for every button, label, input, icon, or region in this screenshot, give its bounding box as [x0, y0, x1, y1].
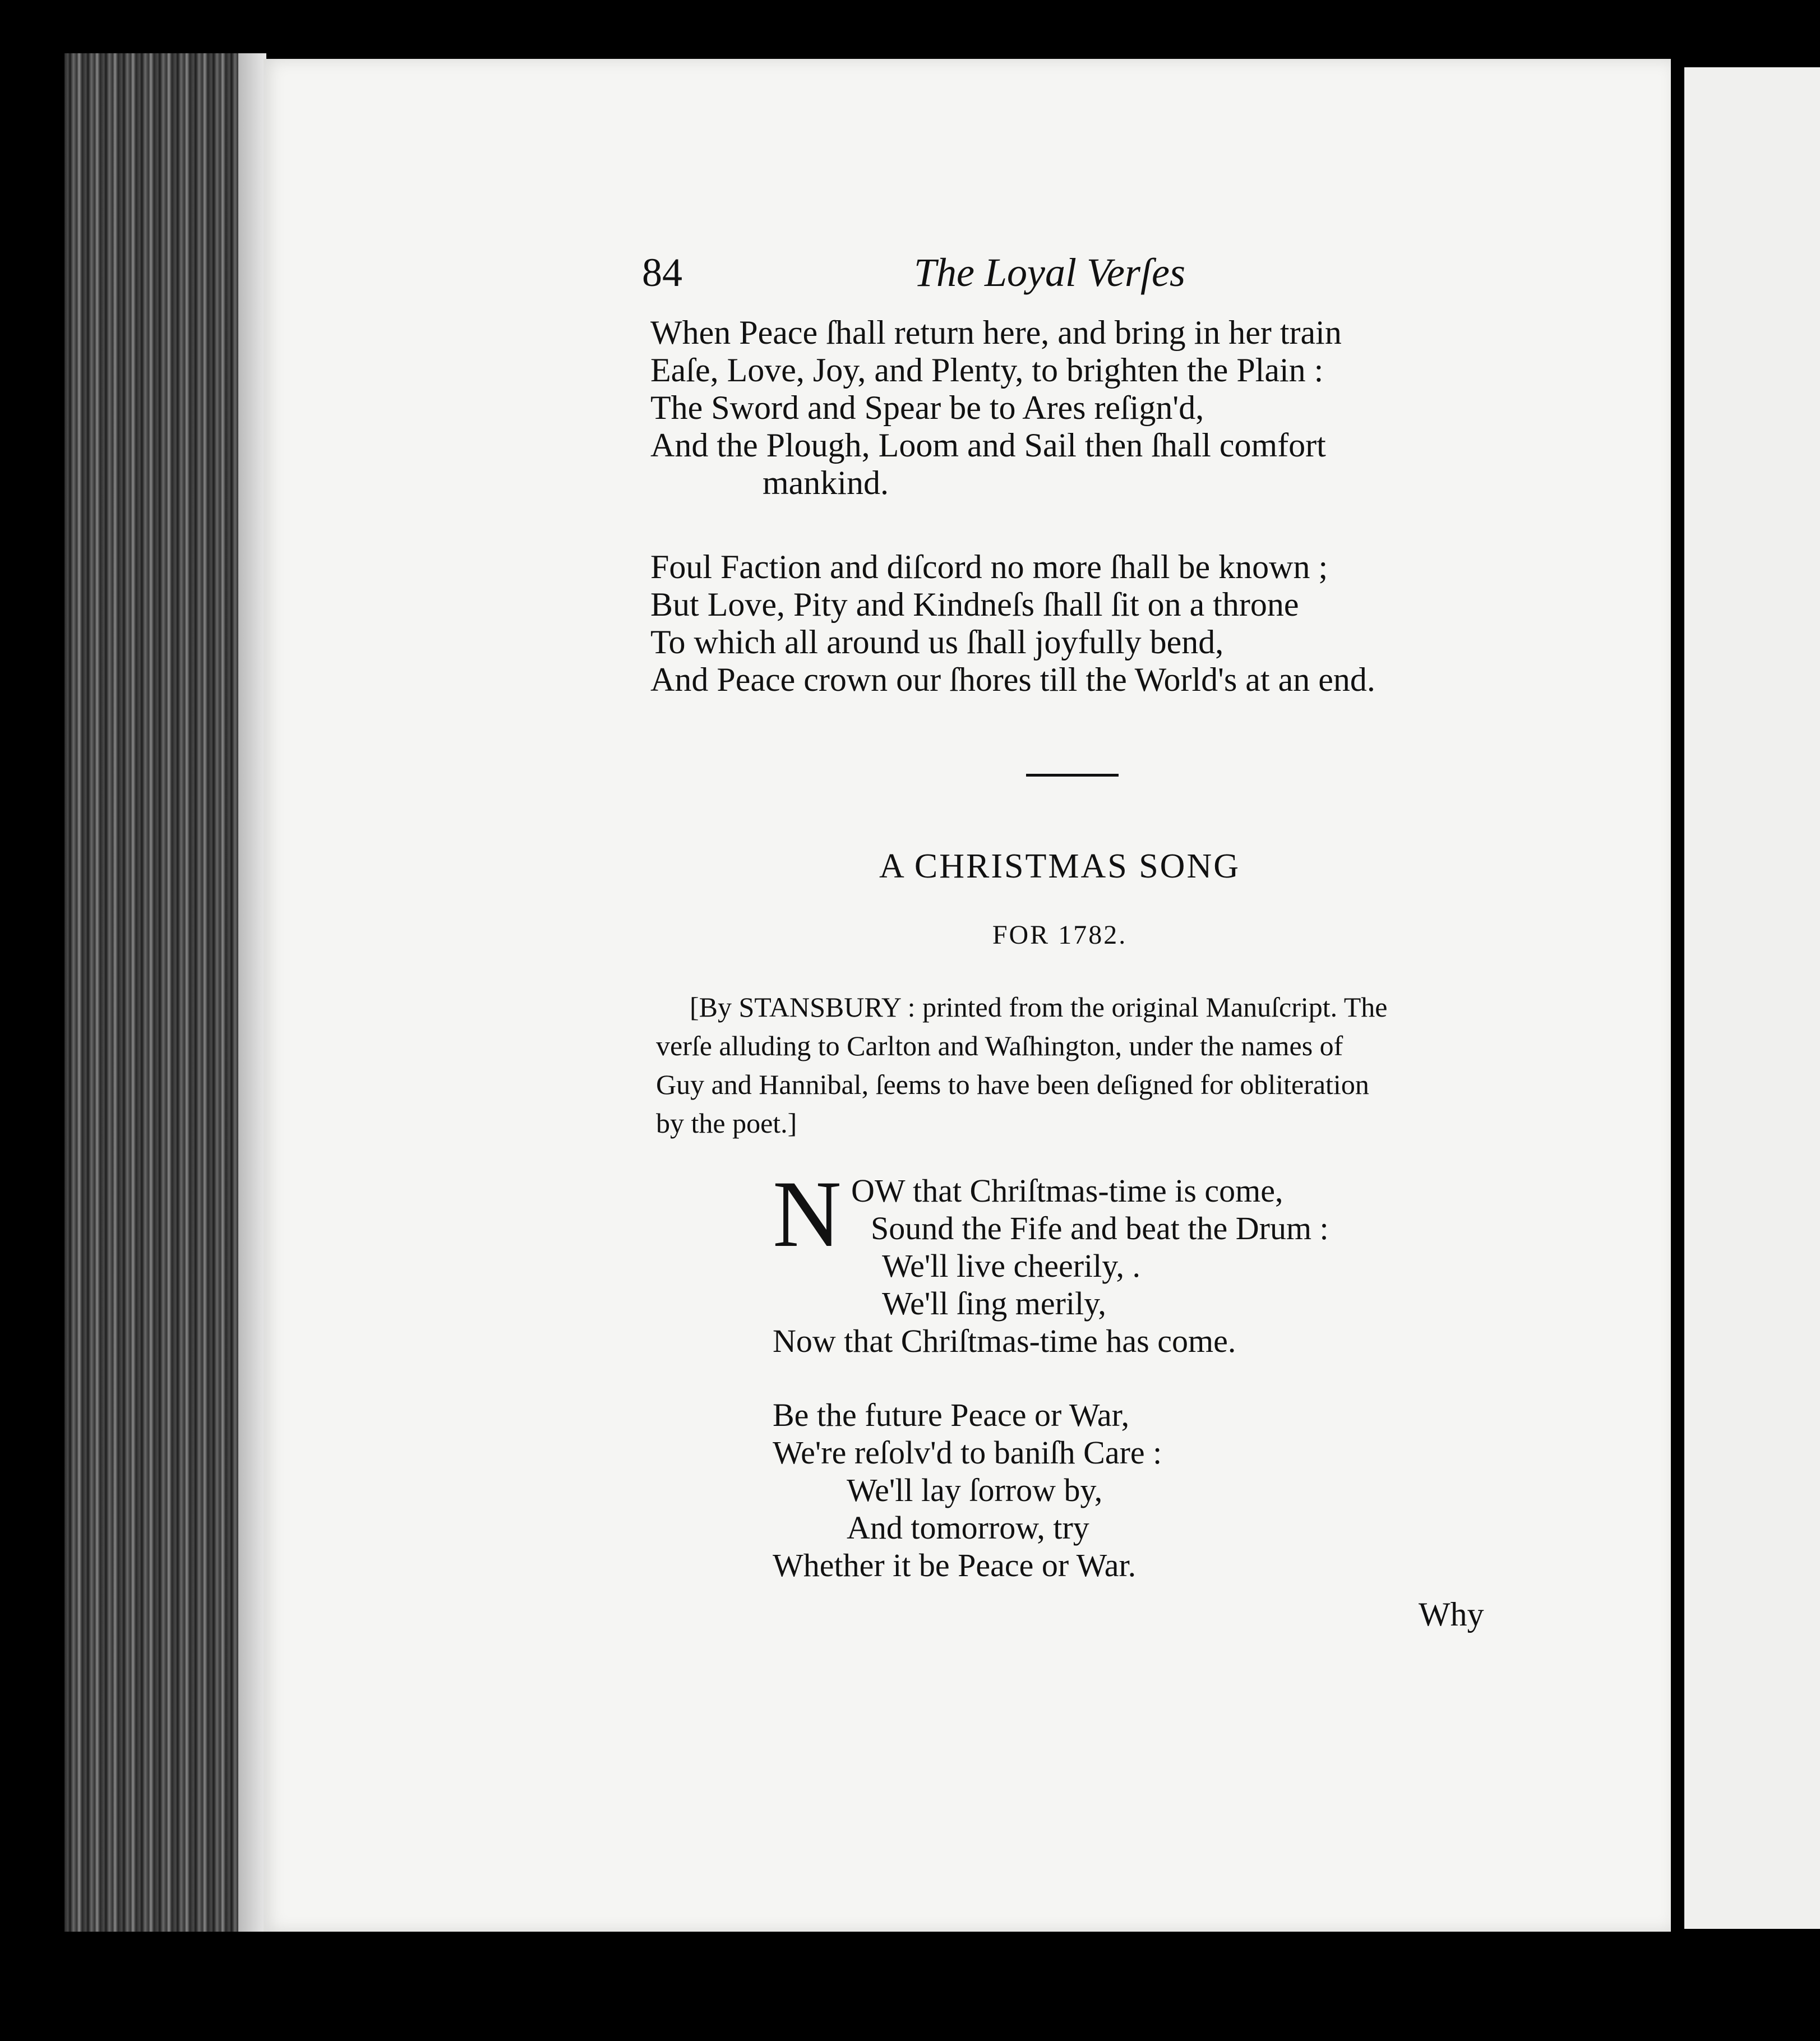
page-header	[642, 244, 1483, 306]
verse-line: Sound the Fife and beat the Drum :	[871, 1210, 1329, 1246]
stanza-2	[650, 548, 1375, 699]
verse-line: We'll lay ſorrow by,	[847, 1472, 1103, 1508]
verse-line: Whether it be Peace or War.	[773, 1547, 1137, 1583]
headnote-line: [By STANSBURY : printed from the original Manuſcript. The	[690, 991, 1388, 1023]
editorial-headnote	[656, 988, 1491, 1143]
headnote-line: by the poet.]	[656, 1107, 797, 1139]
verse-line: Be the future Peace or War,	[773, 1397, 1130, 1433]
section-divider	[1026, 774, 1119, 777]
verse-line: We're reſolv'd to baniſh Care :	[773, 1434, 1162, 1471]
facing-page-edge	[1676, 67, 1820, 1929]
stanza-1	[650, 314, 1342, 502]
stanza-line: When Peace ſhall return here, and bring in her train	[650, 314, 1342, 351]
verse-line: And tomorrow, try	[847, 1509, 1089, 1546]
verse-line: We'll ſing merily,	[882, 1285, 1106, 1322]
stanza-line: And the Plough, Loom and Sail then ſhall comfort	[650, 427, 1326, 464]
drop-cap: N	[773, 1161, 842, 1267]
song-verse-2	[773, 1396, 1162, 1584]
page-number: 84	[642, 250, 682, 295]
verse-line: Now that Chriſtmas-time has come.	[773, 1323, 1236, 1359]
running-title: The Loyal Verſes	[914, 250, 1185, 295]
book-page-edges	[64, 53, 266, 1932]
verse-line: OW that Chriſtmas-time is come,	[851, 1172, 1283, 1209]
song-title: A CHRISTMAS SONG	[879, 847, 1241, 885]
headnote-line: Guy and Hannibal, ſeems to have been deſigned for obliteration	[656, 1069, 1369, 1100]
stanza-line: Eaſe, Love, Joy, and Plenty, to brighten the Plain :	[650, 352, 1324, 389]
catchword: Why	[1419, 1596, 1484, 1633]
song-subtitle: FOR 1782.	[992, 920, 1128, 950]
stanza-line: And Peace crown our ſhores till the World's at an end.	[650, 661, 1375, 698]
stanza-line: Foul Faction and diſcord no more ſhall be known ;	[650, 548, 1328, 585]
headnote-line: verſe alluding to Carlton and Waſhington, under the names of	[656, 1030, 1343, 1061]
stanza-line: But Love, Pity and Kindneſs ſhall ſit on a throne	[650, 586, 1299, 623]
song-verse-1	[773, 1161, 1329, 1360]
stanza-line: mankind.	[763, 464, 889, 501]
stanza-line: To which all around us ſhall joyfully bend,	[650, 624, 1224, 661]
verse-line: We'll live cheerily, .	[882, 1248, 1140, 1284]
stanza-line: The Sword and Spear be to Ares reſign'd,	[650, 389, 1204, 426]
